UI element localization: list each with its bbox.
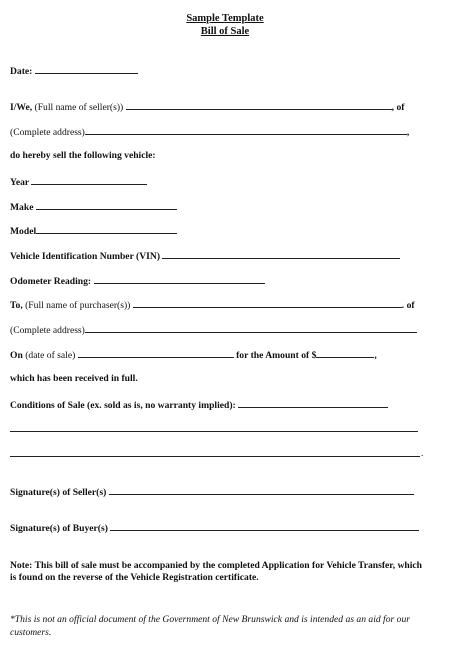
seller-row	[10, 100, 404, 114]
address-suffix: ,	[406, 127, 410, 138]
seller-signature-row	[10, 485, 414, 499]
year-field[interactable]	[31, 175, 147, 185]
make-label: Make	[10, 202, 34, 213]
seller-signature-label: Signature(s) of Seller(s)	[10, 487, 107, 498]
make-field[interactable]	[36, 200, 177, 210]
vin-row	[10, 249, 400, 263]
disclaimer-text: *This is not an official document of the Government of New Brunswick and is intended as an aid for our customers.	[10, 614, 410, 638]
odometer-row	[10, 274, 265, 288]
date-row	[10, 64, 138, 78]
buyer-prefix: To,	[10, 300, 23, 311]
buyer-label: (Full name of purchaser(s))	[22, 300, 131, 311]
page-title: Sample Template	[186, 13, 264, 24]
address-label: (Complete address)	[10, 127, 85, 138]
seller-label: (Full name of seller(s))	[32, 102, 124, 113]
buyer-signature-label: Signature(s) of Buyer(s)	[10, 523, 108, 534]
seller-prefix: I/We,	[10, 102, 33, 113]
buyer-signature-field[interactable]	[110, 521, 419, 531]
year-row	[10, 175, 147, 189]
note-text: Note: This bill of sale must be accompanied by the completed Application for Vehicle Transfer, which is found on the reverse of the Vehicle Registration certificate.	[10, 560, 423, 583]
buyer-suffix: . of	[401, 300, 415, 311]
amount-label: for the Amount of $	[236, 350, 317, 361]
date-field[interactable]	[35, 64, 138, 74]
amount-field[interactable]	[316, 348, 374, 358]
buyer-address-field[interactable]	[85, 323, 417, 333]
sell-text: do hereby sell the following vehicle:	[10, 150, 156, 161]
odometer-label: Odometer Reading:	[10, 276, 92, 287]
seller-address-field[interactable]	[85, 125, 407, 135]
vin-field[interactable]	[162, 249, 400, 259]
conditions-line-3[interactable]	[10, 456, 420, 457]
model-row	[10, 224, 177, 238]
year-label: Year	[10, 177, 30, 188]
seller-signature-field[interactable]	[109, 485, 414, 495]
date-label: Date:	[10, 66, 33, 77]
buyer-row	[10, 298, 415, 312]
conditions-period: .	[421, 448, 424, 459]
sale-date-row	[10, 348, 377, 362]
amount-suffix: ,	[374, 350, 377, 361]
vin-label: Vehicle Identification Number (VIN)	[10, 251, 161, 262]
model-label: Model	[10, 226, 37, 237]
received-text: which has been received in full.	[10, 373, 138, 384]
conditions-line-2[interactable]	[10, 431, 418, 432]
seller-suffix: , of	[391, 102, 405, 113]
conditions-label: Conditions of Sale (ex. sold as is, no warranty implied):	[10, 400, 236, 411]
buyer-signature-row	[10, 521, 419, 535]
odometer-field[interactable]	[94, 274, 265, 284]
seller-address-row	[10, 125, 409, 139]
sale-date-field[interactable]	[78, 348, 234, 358]
date-of-sale-label: (date of sale)	[22, 350, 76, 361]
address2-label: (Complete address)	[10, 325, 85, 336]
on-label: On	[10, 350, 23, 361]
conditions-field[interactable]	[238, 398, 388, 408]
buyer-name-field[interactable]	[133, 298, 402, 308]
make-row	[10, 200, 177, 214]
seller-name-field[interactable]	[126, 100, 392, 110]
buyer-address-row	[10, 323, 417, 337]
conditions-row	[10, 398, 388, 412]
page-subtitle: Bill of Sale	[200, 26, 250, 37]
model-field[interactable]	[36, 224, 177, 234]
